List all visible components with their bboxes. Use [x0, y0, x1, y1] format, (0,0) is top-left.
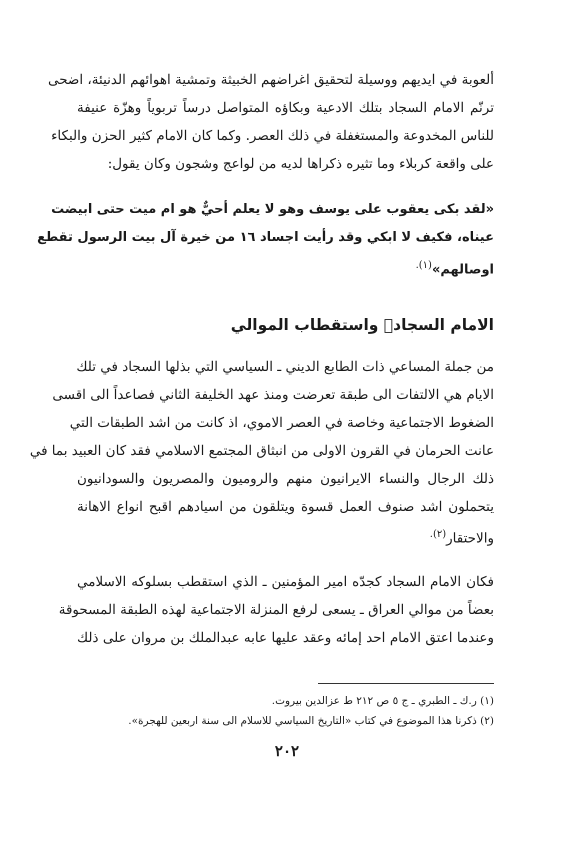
footnote-divider [318, 683, 494, 684]
paragraph-2-line-text: والاحتقار [446, 530, 494, 547]
paragraph-2-line: الضغوط الاجتماعية وخاصة في العصر الاموي، اذ كانت من اشد الطبقات التي [69, 415, 494, 431]
paragraph-2-last-line [77, 525, 494, 547]
paragraph-3-line: وعندما اعتق الامام احد إمائه وعقد عليها عابه عبدالملك بن مروان على ذلك [77, 630, 494, 646]
paragraph-2-line: يتحملون اشد صنوف العمل قسوة ويتلقون من اسيادهم اقبح انواع الاهانة [77, 499, 494, 515]
paragraph-1-line: ترنّم الامام السجاد بتلك الادعية وبكاؤه المتواصل درساً تربوياً وهزّة عنيفة [77, 100, 494, 116]
paragraph-2-line: عانت الحرمان في القرون الاولى من انبثاق المجتمع الاسلامي فقد كان العبيد بما في [29, 443, 494, 459]
paragraph-2-line: ذلك الرجال والنساء الايرانيون منهم والروميون والمصريون والسودانيون [77, 471, 494, 487]
section-heading: الامام السجادؑ واستقطاب الموالي [230, 316, 494, 334]
paragraph-1-line: للناس المخدوعة والمستغفلة في ذلك العصر. وكما كان الامام كثير الحزن والبكاء [51, 128, 494, 144]
paragraph-3-line: فكان الامام السجاد كجدّه امير المؤمنين ـ الذي استقطب بسلوكه الاسلامي [77, 574, 494, 590]
quote-last-line [77, 256, 494, 278]
footnote-ref-2: (٢). [429, 529, 447, 540]
paragraph-2-line: من جملة المساعي ذات الطابع الديني ـ السياسي التي بذلها السجاد في تلك [76, 359, 494, 375]
paragraph-2-line: الايام هي الالتفات الى طبقة تعرضت ومنذ عهد الخليفة الثاني فصاعداً الى اقسى [52, 387, 494, 403]
footnote-2: (٢) ذكرنا هذا الموضوع في كتاب «التاريخ السياسي للاسلام الى سنة اربعين للهجرة». [128, 715, 494, 727]
page-number: ٢٠٢ [274, 742, 300, 760]
quote-line: «لقد بكى يعقوب على يوسف وهو لا يعلم أحيٌّ هو ام ميت حتى ابيضت [51, 202, 494, 217]
footnote-ref-1: (١). [415, 260, 432, 271]
quote-line: عيناه، فكيف لا ابكي وقد رأيت اجساد ١٦ من خيرة آل بيت الرسول تقطع [37, 230, 494, 245]
footnote-1: (١) ر.ك ـ الطبري ـ ج ٥ ص ٢١٢ ط عزالدين بيروت. [271, 695, 494, 707]
paragraph-1-line: ألعوبة في ايديهم ووسيلة لتحقيق اغراضهم الخبيثة وتمشية اهوائهم الدنيئة، اضحى [47, 72, 494, 88]
paragraph-1-line: على واقعة كربلاء وما تثيره ذكراها لديه من لواعج وشجون وكان يقول: [107, 156, 494, 172]
paragraph-3-line: بعضاً من موالي العراق ـ يسعى لرفع المنزلة الاجتماعية لهذه الطبقة المسحوقة [58, 602, 494, 618]
quote-line-text: اوصالهم» [431, 262, 494, 278]
